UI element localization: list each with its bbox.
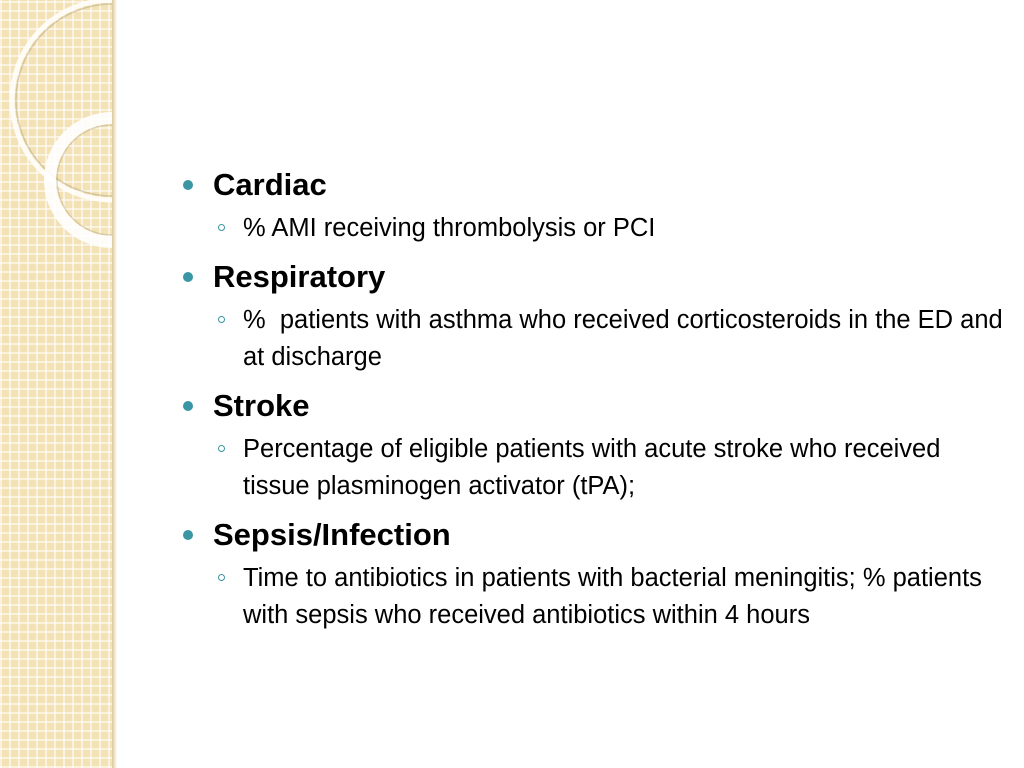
decorative-side-panel [0,0,112,768]
section-detail: Time to antibiotics in patients with bacterial meningitis; % patients with sepsis who received antibiotics within 4 hours [243,564,982,629]
bullet-ring-icon [218,574,225,581]
section-heading: Cardiac [213,167,327,202]
section-respiratory [183,257,1010,376]
section-detail: % AMI receiving thrombolysis or PCI [243,214,656,242]
bullet-ring-icon [218,316,225,323]
section-detail: Percentage of eligible patients with acute stroke who received tissue plasminogen activator (tPA); [243,435,941,500]
bullet-ring-icon [218,445,225,452]
section-detail: % patients with asthma who received corticosteroids in the ED and at discharge [243,306,1010,371]
bullet-dot-icon [183,530,193,540]
section-heading: Stroke [213,388,310,423]
section-cardiac [183,165,1003,247]
section-heading: Respiratory [213,259,386,294]
bullet-list [183,165,1010,634]
section-stroke [183,386,1003,505]
side-panel-edge [112,0,117,768]
bullet-dot-icon [183,180,193,190]
section-heading: Sepsis/Infection [213,517,451,552]
bullet-dot-icon [183,272,193,282]
bullet-dot-icon [183,401,193,411]
section-sepsis-infection [183,515,1003,634]
bullet-ring-icon [218,224,225,231]
decorative-rings [0,0,112,768]
